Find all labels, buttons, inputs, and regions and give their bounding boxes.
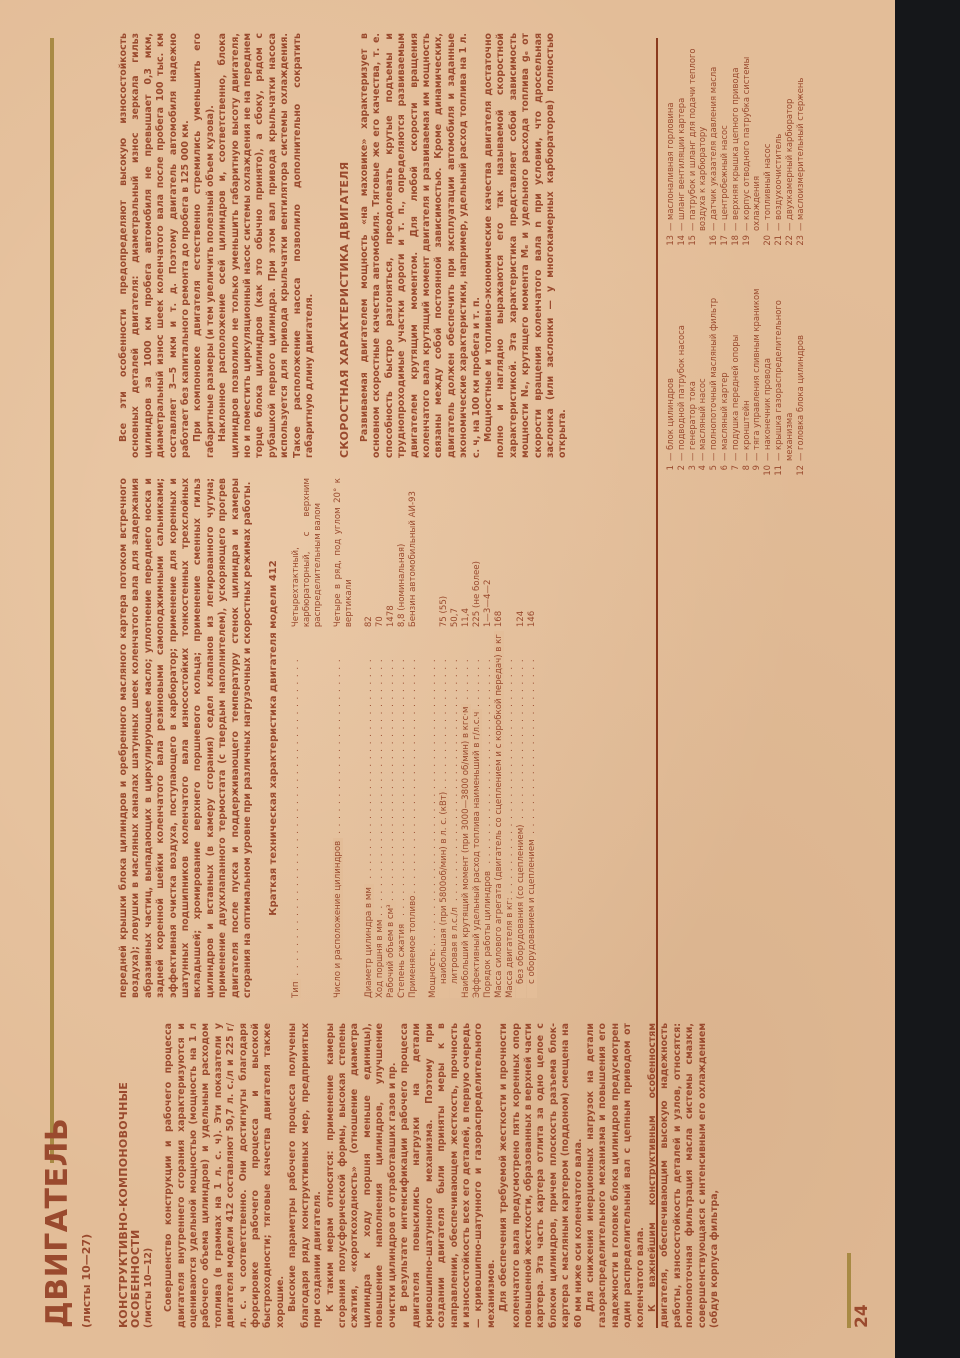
table-row: Диаметр цилиндра в мм . . . 82 [364, 478, 375, 998]
table-row: Эффективный удельный расход топлива наименьший в г/л.с.ч . . . 225 (не более) [472, 478, 483, 998]
table-row: наибольшая (при 5800об/мин) в л. с. (кВт) . . . 75 (55) [439, 478, 450, 998]
table-row: Рабочий объем в см³ . . . 1478 [386, 478, 397, 998]
paragraph: передней крышки блока цилиндров и оребренного масляного картера потоком встречного воздуха); ловушки в масляных каналах шатунных шеек коленчатого вала для задержания абразивных частиц, выпадающих в циркулирующее масло; уплотнение переднего носка и задней коренной шейки коленчатого вала резиновыми самоподжимными сальниками; эффективная очистка воздуха, поступающего в карбюратор; применение для коренных и шатунных подшипников коленчатого вала износостойких тонкостенных трехслойных вкладышей; хромирование верхнего поршневого кольца; применение сменных гильз цилиндров и вставных (в камеру сгорания) седел клапанов из легированного чугуна; применение двухклапанного термостата (с твердым наполнителем), ускоряющего прогрев двигателя после пуска и поддерживающего температуру стенок цилиндра и камеры сгорания на оптимальном уровне при различных нагрузочных и скоростных режимах работы. [118, 478, 254, 998]
paragraph: К таким мерам относятся: применение камеры сгорания полусферической формы, высокая степень сжатия, «короткоходность» (отношение диаметра цилиндра к ходу поршня меньше единицы), повышение наполнения цилиндров, улучшение очистки цилиндров от отработавших газов и пр. [324, 1023, 398, 1328]
legend-item: 19 — корпус отводного патрубка системы охлаждения [740, 56, 762, 246]
table-row: Мощность: . . . [428, 478, 439, 998]
section-heading-speed-characteristic: СКОРОСТНАЯ ХАРАКТЕРИСТИКА ДВИГАТЕЛЯ [337, 161, 351, 458]
table-row: Масса двигателя в кг: . . . [505, 478, 516, 998]
legend-item: 6 — масляный картер [718, 372, 729, 471]
legend-item: 13 — маслоналивная горловина [665, 102, 675, 246]
paragraph: Высокие параметры рабочего процесса получены благодаря ряду конструктивных мер, предпринятых при создании двигателя. [287, 1023, 324, 1328]
legend-item: 17 — центробежный насос [718, 125, 729, 246]
paragraph: К важнейшим конструктивным особенностям двигателя, обеспечивающим высокую надежность работы, износостойкость деталей и узлов, относятся: полнопоточная фильтрация масла системы смазки, совершенствующаяся с интенсивным его охлаждением (обдув корпуса фильтра, [647, 1023, 721, 1328]
legend-item: 7 — подушка передней опоры [729, 334, 740, 471]
legend-item: 22 — двухкамерный карбюратор [783, 98, 794, 246]
paragraph: Наклонное расположение осей цилиндров и, соответственно, блока цилиндров позволило не только уменьшить габаритную высоту двигателя, но и поместить циркуляционный насос системы охлаждения не на переднем торце блока цилиндров (как это обычно принято), а сбоку, рядом с рубашкой первого цилиндра. При этом вал привода крыльчатки насоса используется для привода крыльчатки вентилятора системы охлаждения. Такое расположение насоса позволило дополнительно сократить габаритную длину двигателя. [217, 33, 316, 458]
legend-item: 8 — кронштейн [740, 400, 751, 471]
paragraph: Для снижения инерционных нагрузок на детали газораспределительного механизма и повышения его надежности в головке блока цилиндров предусмотрен один распределительный вал с цепным приводом от коленчатого вала. [585, 1023, 646, 1328]
table-row: без оборудования (со сцеплением) . . . 124 [516, 478, 527, 998]
paragraph: При компоновке двигателя естественно стремились уменьшить его габаритные размеры (и тем увеличить полезный объем кузова). [192, 33, 216, 458]
legend-item: 15 — патрубок и шланг для подачи теплого воздуха к карбюратору [686, 48, 708, 246]
legend-item: 2 — подводной патрубок насоса [675, 325, 686, 471]
table-row: с оборудованием и сцеплением . . . 146 [527, 478, 538, 998]
column-3 [118, 33, 570, 458]
spec-table-title: Краткая техническая характеристика двигателя модели 412 [268, 560, 280, 916]
table-row: Тип . . . Четырехтактный, карбюраторный, с верхним распределительным валом [291, 478, 324, 998]
legend-item: 11 — крышка газораспределительного механизма [772, 300, 794, 476]
column-1 [118, 1023, 722, 1328]
legend-item: 16 — датчик указателя давления масла [708, 66, 719, 246]
table-row: Ход поршня в мм . . . 70 [375, 478, 386, 998]
paragraph: Все эти особенности предопределяют высокую износостойкость основных деталей двигателя: диаметральный износ зеркала гильз цилиндров за 1000 км пробега автомобиля не превышает 0,3 мкм, диаметральный износ шеек коленчатого вала после пробега 100 тыс. км составляет 3—5 мкм и т. д. Поэтому двигатель автомобиля надежно работает без капитального ремонта до пробега в 125 000 км. [118, 33, 192, 458]
paragraph: В результате интенсификации рабочего процесса двигателя повысились нагрузки на детали кривошипно-шатунного механизма. Поэтому при создании двигателя были приняты меры к в направлении, обеспечивающем жесткость, прочность и износостойкость всех его деталей, в первую очередь — кривошипно-шатунного и газораспределительного механизмов. [398, 1023, 497, 1328]
table-row: Наибольший крутящий момент (при 3000—3800 об/мин) в кгс·м . . . 11,4 [461, 478, 472, 998]
legend-item: 18 — верхняя крышка цепного привода [729, 67, 740, 246]
table-row: Масса силового агрегата (двигатель со сцеплением и с коробкой передач) в кг . . . 168 [494, 478, 505, 998]
legend-item: 14 — шланг вентиляции картера [675, 97, 686, 246]
section-heading-sheets: (листы 10—12) [142, 1247, 154, 1328]
legend-item: 20 — топливный насос [762, 143, 773, 246]
legend-item: 23 — маслоизмерительный стержень [794, 77, 805, 246]
chapter-title: ДВИГАТЕЛЬ [40, 1117, 75, 1328]
legend-item: 9 — тяга управления сливным краником [751, 288, 762, 471]
page-number: 24 [852, 1304, 872, 1328]
table-row: Применяемое топливо . . . Бензин автомобильный АИ-93 [408, 478, 419, 998]
paragraph: Для обеспечения требуемой жесткости и прочности коленчатого вала предусмотрено пять коренных опор повышенной жесткости, образованных в верхней части картера. Эта часть картера отлита за одно целое с блоком цилиндров, причем плоскость разъема блок-картера с масляным картером (поддоном) смещена на 60 мм ниже оси коленчатого вала. [498, 1023, 584, 1328]
legend-item: 21 — воздухоочиститель [772, 133, 783, 246]
paragraph: Мощностные и топливно-экономические качества двигателя достаточно полно и наглядно выражаются его так называемой скоростной характеристикой. Эта характеристика представляет собой зависимость мощности Nₑ, крутящего момента Mₑ и удельного расхода топлива gₑ от скорости вращения коленчатого вала n при условии, что дроссельная заслонка (или заслонки — у многокамерных карбюраторов) полностью открыта. [482, 33, 569, 458]
legend-item: 1 — блок цилиндров [665, 378, 675, 471]
title-rule [50, 38, 54, 1163]
legend-left [665, 268, 805, 483]
bottom-rule [847, 1253, 851, 1328]
paragraph: Совершенство конструкции и рабочего процесса двигателя внутреннего сгорания характеризуются и оцениваются удельной мощностью (мощность на 1 л рабочего объема цилиндров) и удельным расходом топлива (в граммах на 1 л. с. ч). Эти показатели у двигателя модели 412 составляют 50,7 л. с./л и 225 г/л. с. ч соответственно. Они достигнуты благодаря форсировке рабочего процесса и высокой быстроходности; тяговые качества двигателя также хорошие. [163, 1023, 286, 1328]
spec-table [291, 478, 538, 998]
paragraph: Развиваемая двигателем мощность «на маховике» характеризует в основном скоростные качества автомобиля. Тяговые же его качества, т. е. способность быстро разгоняться, преодолевать крутые подъемы и труднопроходимые участки дороги и т. п., определяются развиваемым двигателем крутящим моментом. Для любой скорости вращения коленчатого вала крутящий момент двигателя и развиваемая им мощность связаны между собой постоянной зависимостью. Кроме динамических, двигатель должен обеспечить при эксплуатации автомобиля и заданные экономические характеристики, например, удельный расход топлива на 1 л. с. ч, на 100 км пробега и т. п. [358, 33, 482, 458]
chapter-sheets: (листы 10—27) [80, 1233, 93, 1328]
section-heading-layout: КОНСТРУКТИВНО-КОМПОНОВОЧНЫЕ ОСОБЕННОСТИ [117, 1081, 143, 1328]
legend-item: 4 — масляный насос [697, 378, 708, 471]
table-row: литровая в л.с./л . . . 50,7 [450, 478, 461, 998]
legend-item: 10 — наконечник провода [762, 358, 773, 476]
legend-item: 12 — головка блока цилиндров [794, 335, 805, 476]
table-row: Число и расположение цилиндров . . . Четыре в ряд, под углом 20° к вертикали [333, 478, 355, 998]
table-row: Степень сжатия . . . 8,8 (номинальная) [397, 478, 408, 998]
legend-item: 3 — генератор тока [686, 381, 697, 471]
column-2 [118, 478, 538, 998]
table-row: Порядок работы цилиндров . . . 1—3—4—2 [483, 478, 494, 998]
legend-right [665, 33, 805, 253]
legend-item: 5 — полнопоточный масляный фильтр [708, 297, 719, 471]
